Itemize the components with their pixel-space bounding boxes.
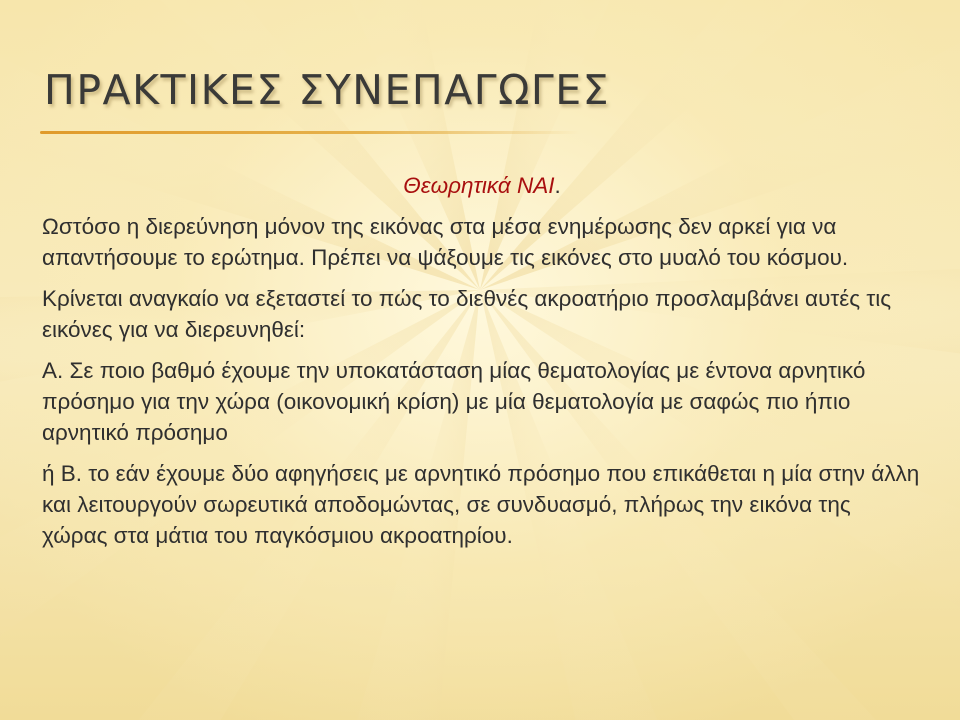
paragraph-text: η διερεύνηση μόνον της εικόνας στα μέσα ενημέρωσης δεν αρκεί για να απαντήσουμε το ερώτημα. Πρέπει να ψάξουμε τις εικόνες στο μυαλό του κόσμου. [42, 214, 849, 270]
paragraph-tail: . [554, 173, 561, 198]
paragraph-option-b [42, 458, 922, 551]
paragraph-option-a [42, 355, 922, 448]
paragraph-necessity [42, 283, 922, 345]
option-a-label: Α. [42, 358, 64, 383]
paragraph-theoretical [42, 170, 922, 201]
title-underline [40, 131, 580, 134]
option-b-label: ή Β. [42, 461, 83, 486]
emphasis-theoretically-yes: Θεωρητικά ΝΑΙ [403, 173, 555, 198]
paragraph-text: το εάν έχουμε δύο αφηγήσεις με αρνητικό πρόσημο που επικάθεται η μία στην άλλη και λειτουργούν σωρευτικά αποδομώντας, σε συνδυασμό, πλήρως την εικόνα της χώρας στα μάτια του παγκόσμιου ακροατηρίου. [42, 461, 920, 548]
slide-title: ΠΡΑΚΤΙΚΕΣ ΣΥΝΕΠΑΓΩΓΕΣ [44, 66, 611, 114]
paragraph-text: Κρίνεται αναγκαίο να εξεταστεί το πώς το διεθνές ακροατήριο προσλαμβάνει αυτές τις εικόνες για να διερευνηθεί: [42, 286, 892, 342]
lead-word-however: Ωστόσο [42, 214, 121, 239]
slide-body [42, 170, 922, 561]
paragraph-text: Σε ποιο βαθμό έχουμε την υποκατάσταση μίας θεματολογίας με έντονα αρνητικό πρόσημο για την χώρα (οικονομική κρίση) με μία θεματολογία με σαφώς πιο ήπιο αρνητικό πρόσημο [42, 358, 866, 445]
paragraph-however [42, 211, 922, 273]
